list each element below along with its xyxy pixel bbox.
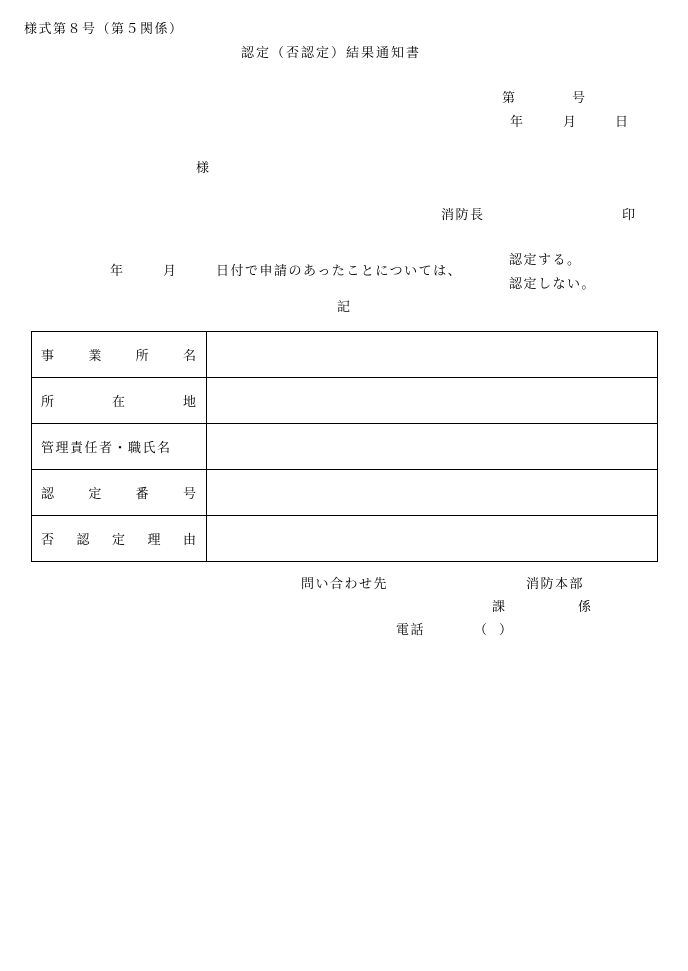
detail-table bbox=[31, 331, 658, 562]
row-value-cell bbox=[207, 378, 658, 424]
row-value-cell bbox=[207, 470, 658, 516]
label-char: 認 bbox=[41, 487, 55, 502]
row-value-cell bbox=[207, 516, 658, 562]
date-year: 年 bbox=[510, 115, 525, 130]
label-char: 番 bbox=[135, 487, 149, 502]
row-label bbox=[32, 345, 206, 364]
application-year: 年 bbox=[110, 264, 125, 279]
table-row bbox=[32, 332, 658, 378]
label-char: 理 bbox=[147, 533, 161, 548]
label-char: 在 bbox=[111, 395, 125, 410]
row-label-cell bbox=[32, 516, 207, 562]
table-row bbox=[32, 470, 658, 516]
date-day: 日 bbox=[615, 115, 630, 130]
table-row bbox=[32, 516, 658, 562]
document-title: 認定（否認定）結果通知書 bbox=[241, 46, 422, 61]
option-reject: 認定しない。 bbox=[509, 277, 597, 292]
label-char: 事 bbox=[41, 349, 55, 364]
phone-paren-open: （ bbox=[474, 623, 489, 638]
record-heading: 記 bbox=[337, 300, 352, 315]
form-label: 様式第８号（第５関係） bbox=[24, 22, 184, 37]
row-value-cell bbox=[207, 424, 658, 470]
row-label bbox=[32, 529, 206, 548]
label-char: 地 bbox=[182, 395, 196, 410]
contact-label: 問い合わせ先 bbox=[301, 577, 389, 592]
phone-label: 電話 bbox=[396, 623, 426, 638]
label-char: 定 bbox=[111, 533, 125, 548]
row-label bbox=[32, 483, 206, 502]
row-label-cell bbox=[32, 470, 207, 516]
number-suffix: 号 bbox=[572, 91, 587, 106]
addressee-suffix: 様 bbox=[196, 161, 211, 176]
row-label-cell bbox=[32, 378, 207, 424]
label-char: 所 bbox=[135, 349, 149, 364]
sender-title: 消防長 bbox=[441, 208, 485, 223]
row-label: 管理責任者・職氏名 bbox=[41, 441, 172, 456]
label-char: 定 bbox=[88, 487, 102, 502]
row-label-cell bbox=[32, 332, 207, 378]
phone-paren-close: ） bbox=[499, 623, 514, 638]
label-char: 否 bbox=[41, 533, 55, 548]
table-row bbox=[32, 424, 658, 470]
label-char: 認 bbox=[76, 533, 90, 548]
number-prefix: 第 bbox=[502, 91, 517, 106]
row-label bbox=[32, 391, 206, 410]
application-text: 日付で申請のあったことについては、 bbox=[216, 264, 463, 279]
row-value-cell bbox=[207, 332, 658, 378]
label-char: 由 bbox=[182, 533, 196, 548]
contact-subsection: 係 bbox=[578, 600, 593, 615]
contact-department: 消防本部 bbox=[526, 577, 585, 592]
label-char: 号 bbox=[182, 487, 196, 502]
seal-mark: 印 bbox=[622, 208, 637, 223]
label-char: 名 bbox=[182, 349, 196, 364]
application-month: 月 bbox=[163, 264, 178, 279]
label-char: 所 bbox=[41, 395, 55, 410]
contact-section: 課 bbox=[492, 600, 507, 615]
label-char: 業 bbox=[88, 349, 102, 364]
option-approve: 認定する。 bbox=[509, 253, 582, 268]
row-label-cell bbox=[32, 424, 207, 470]
date-month: 月 bbox=[563, 115, 578, 130]
table-row bbox=[32, 378, 658, 424]
